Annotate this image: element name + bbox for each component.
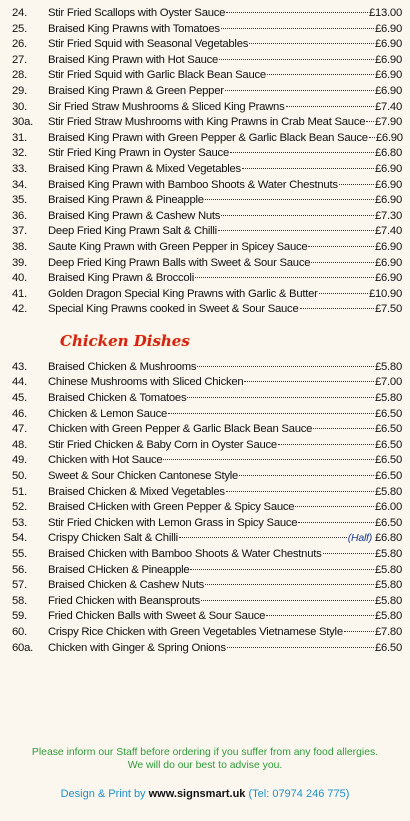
menu-item-name: Crispy Rice Chicken with Green Vegetables Vietnamese Style — [48, 625, 343, 638]
menu-item-price: £6.90 — [374, 194, 402, 207]
menu-item-number: 36. — [12, 209, 27, 222]
menu-item-row — [6, 641, 404, 657]
menu-item-row — [6, 422, 404, 438]
menu-item-row — [6, 84, 404, 100]
menu-item-row — [6, 609, 404, 625]
menu-item-price: £6.90 — [374, 53, 402, 66]
menu-item-number: 37. — [12, 225, 27, 238]
menu-item-name: Braised Chicken with Bamboo Shoots & Water Chestnuts — [48, 548, 322, 560]
menu-item-name: Fried Chicken Balls with Sweet & Sour Sauce — [48, 610, 266, 623]
menu-item-name: Braised Chicken & Tomatoes — [48, 392, 187, 405]
print-credit — [0, 788, 410, 800]
dot-leader — [205, 584, 374, 585]
dot-leader — [225, 90, 374, 91]
menu-item-name: Braised King Prawn with Bamboo Shoots & Water Chestnuts — [48, 178, 338, 191]
menu-item-price: £6.90 — [374, 84, 402, 97]
menu-item-name: Braised King Prawns with Tomatoes — [48, 22, 220, 35]
menu-item-row — [6, 453, 404, 469]
menu-item-price: £6.90 — [374, 22, 402, 35]
menu-item-price: £5.80 — [374, 392, 402, 405]
menu-item-price: £7.50 — [374, 303, 402, 316]
menu-item-row — [6, 287, 404, 303]
menu-item-number: 25. — [12, 22, 27, 35]
menu-item-row — [6, 407, 404, 423]
menu-item-price: £6.50 — [374, 438, 402, 451]
dot-leader — [227, 647, 374, 648]
allergy-line-1: Please inform our Staff before ordering if you suffer from any food allergies. — [31, 747, 379, 758]
menu-item-row — [6, 438, 404, 454]
menu-item-name: Braised King Prawn & Cashew Nuts — [48, 209, 221, 222]
menu-item-row — [6, 391, 404, 407]
menu-item-number: 35. — [12, 194, 27, 207]
menu-item-number: 45. — [12, 392, 27, 405]
menu-item-row — [6, 53, 404, 69]
menu-item-number: 24. — [12, 7, 27, 19]
menu-item-number: 26. — [12, 38, 27, 51]
dot-leader — [197, 366, 374, 367]
menu-item-row — [6, 131, 404, 147]
dot-leader — [267, 74, 374, 75]
dot-leader — [242, 168, 374, 169]
menu-item-name: Chicken with Ginger & Spring Onions — [48, 641, 226, 654]
dot-leader — [300, 308, 374, 309]
menu-item-price: £6.90 — [374, 69, 402, 82]
section-title-chicken: Chicken Dishes — [60, 331, 190, 350]
menu-item-name: Braised King Prawn & Green Pepper — [48, 84, 224, 97]
menu-item-number: 59. — [12, 610, 27, 623]
dot-leader — [230, 152, 374, 153]
menu-item-name: Stir Fried King Prawn in Oyster Sauce — [48, 147, 229, 160]
menu-item-name: Braised King Prawn & Pineapple — [48, 194, 204, 207]
menu-item-row — [6, 531, 404, 547]
dot-leader — [221, 28, 374, 29]
menu-item-price: £6.90 — [375, 131, 403, 144]
dot-leader — [205, 199, 374, 200]
menu-item-number: 51. — [12, 485, 27, 498]
dot-leader — [319, 293, 368, 294]
menu-item-row — [6, 68, 404, 84]
menu-item-row — [6, 485, 404, 501]
menu-sheet — [6, 6, 404, 656]
menu-item-price: £6.50 — [374, 454, 402, 467]
dot-leader — [226, 491, 374, 492]
menu-item-price: £7.40 — [374, 225, 402, 238]
menu-item-number: 42. — [12, 303, 27, 316]
menu-item-price: £6.90 — [374, 162, 402, 175]
menu-item-row — [6, 22, 404, 38]
menu-item-name: Stir Fried Squid with Garlic Black Bean Sauce — [48, 69, 266, 82]
menu-item-name: Braised Chicken & Mixed Vegetables — [48, 485, 225, 498]
menu-item-row — [6, 209, 404, 225]
dot-leader — [195, 277, 374, 278]
menu-item-number: 28. — [12, 69, 27, 82]
menu-item-price: £6.80 — [374, 147, 402, 160]
menu-item-row — [6, 469, 404, 485]
menu-item-name: Sir Fried Straw Mushrooms & Sliced King Prawns — [48, 100, 285, 113]
menu-item-name: Saute King Prawn with Green Pepper in Spicey Sauce — [48, 240, 308, 253]
menu-item-name: Fried Chicken with Beansprouts — [48, 594, 200, 607]
menu-item-row — [6, 594, 404, 610]
menu-item-row — [6, 6, 404, 22]
menu-item-number: 52. — [12, 501, 27, 514]
menu-item-number: 56. — [12, 563, 27, 576]
menu-item-row — [6, 547, 404, 563]
menu-item-name: Stir Fried Chicken & Baby Corn in Oyster Sauce — [48, 438, 277, 451]
menu-item-price: £7.80 — [374, 625, 402, 638]
menu-item-price: £5.80 — [374, 360, 402, 373]
menu-item-row — [6, 115, 404, 131]
menu-item-number: 32. — [12, 147, 27, 160]
dot-leader — [219, 59, 374, 60]
menu-item-price: £5.80 — [374, 610, 402, 623]
menu-item-row — [6, 578, 404, 594]
dot-leader — [179, 537, 347, 538]
dot-leader — [369, 137, 375, 138]
menu-item-price: £6.00 — [374, 501, 402, 514]
menu-item-name: Chicken & Lemon Sauce — [48, 407, 168, 420]
menu-item-name: Braised King Prawn with Hot Sauce — [48, 53, 219, 66]
menu-item-name: Braised King Prawn with Green Pepper & Garlic Black Bean Sauce — [48, 131, 368, 144]
menu-item-name: Braised King Prawn & Broccoli — [48, 272, 194, 285]
dot-leader — [221, 215, 374, 216]
dot-leader — [249, 43, 374, 44]
menu-item-row — [6, 563, 404, 579]
menu-item-price: £5.80 — [374, 485, 402, 498]
menu-item-number: 49. — [12, 454, 27, 467]
dot-leader — [190, 569, 374, 570]
dot-leader — [323, 553, 374, 554]
menu-item-price: £6.50 — [374, 516, 402, 529]
menu-item-price: £10.90 — [368, 287, 402, 300]
menu-item-price: £6.90 — [374, 178, 402, 191]
dot-leader — [226, 12, 368, 13]
menu-item-price: £6.90 — [374, 272, 402, 285]
menu-item-price: £6.90 — [374, 240, 402, 253]
menu-item-name: Braised Chicken & Cashew Nuts — [48, 579, 204, 592]
menu-item-name: Braised Chicken & Mushrooms — [48, 360, 197, 373]
menu-item-name: Braised CHicken with Green Pepper & Spicy Sauce — [48, 501, 295, 514]
dot-leader — [344, 631, 374, 632]
dot-leader — [298, 522, 374, 523]
menu-item-name: Stir Fried Scallops with Oyster Sauce — [48, 7, 226, 19]
dot-leader — [239, 475, 374, 476]
menu-item-row — [6, 271, 404, 287]
dot-leader — [311, 262, 374, 263]
menu-item-row — [6, 193, 404, 209]
dot-leader — [339, 184, 374, 185]
menu-item-name: Chinese Mushrooms with Sliced Chicken — [48, 376, 244, 389]
dot-leader — [286, 106, 374, 107]
dot-leader — [168, 413, 374, 414]
menu-item-price: £5.80 — [374, 594, 402, 607]
menu-item-row — [6, 375, 404, 391]
menu-item-row — [6, 256, 404, 272]
menu-item-row — [6, 178, 404, 194]
menu-item-number: 58. — [12, 594, 27, 607]
menu-item-number: 48. — [12, 438, 27, 451]
dot-leader — [266, 615, 374, 616]
menu-item-number: 38. — [12, 240, 27, 253]
menu-item-number: 30a. — [12, 116, 33, 129]
menu-item-row — [6, 100, 404, 116]
menu-item-price: £6.50 — [374, 470, 402, 483]
menu-item-name: Sweet & Sour Chicken Cantonese Style — [48, 470, 239, 483]
menu-item-price: £6.90 — [374, 256, 402, 269]
dot-leader — [244, 381, 374, 382]
menu-item-number: 55. — [12, 548, 27, 560]
menu-item-price: £6.80 — [374, 532, 402, 545]
menu-item-row — [6, 224, 404, 240]
credit-label: Design & Print by — [60, 788, 146, 800]
dot-leader — [201, 600, 374, 601]
menu-item-row — [6, 37, 404, 53]
dot-leader — [218, 230, 374, 231]
dot-leader — [295, 506, 374, 507]
portion-note: (Half) — [347, 532, 372, 545]
menu-item-price: £6.50 — [374, 641, 402, 654]
menu-item-number: 41. — [12, 287, 27, 300]
menu-item-price: £7.40 — [374, 100, 402, 113]
menu-item-price: £5.80 — [374, 579, 402, 592]
prawn-dish-list — [6, 6, 404, 318]
menu-item-row — [6, 146, 404, 162]
menu-item-number: 27. — [12, 53, 27, 66]
menu-item-row — [6, 516, 404, 532]
dot-leader — [187, 397, 374, 398]
chicken-dish-list — [6, 360, 404, 656]
menu-item-number: 43. — [12, 360, 27, 373]
allergy-notice — [0, 746, 410, 772]
menu-item-number: 46. — [12, 407, 27, 420]
menu-item-number: 54. — [12, 532, 27, 545]
menu-item-number: 34. — [12, 178, 27, 191]
credit-website-link[interactable]: www.signsmart.uk — [148, 788, 246, 800]
menu-item-number: 40. — [12, 272, 27, 285]
menu-item-price: £6.90 — [374, 38, 402, 51]
dot-leader — [278, 444, 374, 445]
menu-item-name: Stir Fried Chicken with Lemon Grass in Spicy Sauce — [48, 516, 298, 529]
menu-item-price: £7.90 — [374, 116, 402, 129]
menu-item-name: Deep Fried King Prawn Salt & Chilli — [48, 225, 217, 238]
menu-item-price: £5.80 — [374, 548, 402, 560]
menu-item-number: 29. — [12, 84, 27, 97]
menu-item-number: 39. — [12, 256, 27, 269]
dot-leader — [163, 459, 374, 460]
menu-item-name: Braised CHicken & Pineapple — [48, 563, 190, 576]
menu-item-name: Deep Fried King Prawn Balls with Sweet & Sour Sauce — [48, 256, 311, 269]
dot-leader — [308, 246, 374, 247]
menu-item-name: Stir Fried Squid with Seasonal Vegetables — [48, 38, 249, 51]
menu-item-name: Chicken with Hot Sauce — [48, 454, 163, 467]
menu-item-price: £13.00 — [368, 7, 402, 19]
menu-item-name: Braised King Prawn & Mixed Vegetables — [48, 162, 241, 175]
dot-leader — [313, 428, 374, 429]
menu-item-number: 50. — [12, 470, 27, 483]
menu-item-number: 60a. — [12, 641, 33, 654]
menu-item-name: Stir Fried Straw Mushrooms with King Prawns in Crab Meat Sauce — [48, 116, 366, 129]
menu-item-number: 47. — [12, 423, 27, 436]
menu-item-number: 53. — [12, 516, 27, 529]
menu-item-price: £5.80 — [374, 563, 402, 576]
allergy-line-2: We will do our best to advise you. — [127, 760, 283, 771]
menu-item-number: 31. — [12, 131, 27, 144]
menu-item-row — [6, 500, 404, 516]
menu-item-number: 60. — [12, 625, 27, 638]
menu-item-price: £7.30 — [374, 209, 402, 222]
menu-item-price: £6.50 — [374, 423, 402, 436]
menu-item-row — [6, 360, 404, 376]
menu-item-row — [6, 240, 404, 256]
credit-telephone: (Tel: 07974 246 775) — [248, 788, 350, 800]
dot-leader — [366, 121, 374, 122]
menu-item-row — [6, 302, 404, 318]
menu-item-name: Chicken with Green Pepper & Garlic Black Bean Sauce — [48, 423, 313, 436]
menu-item-name: Crispy Chicken Salt & Chilli — [48, 532, 178, 545]
menu-item-number: 44. — [12, 376, 27, 389]
menu-item-number: 33. — [12, 162, 27, 175]
menu-item-price: £6.50 — [374, 407, 402, 420]
menu-item-number: 30. — [12, 100, 27, 113]
menu-item-price: £7.00 — [374, 376, 402, 389]
menu-item-name: Special King Prawns cooked in Sweet & Sour Sauce — [48, 303, 299, 316]
menu-item-row — [6, 625, 404, 641]
menu-item-row — [6, 162, 404, 178]
menu-item-number: 57. — [12, 579, 27, 592]
menu-item-name: Golden Dragon Special King Prawns with Garlic & Butter — [48, 287, 318, 300]
